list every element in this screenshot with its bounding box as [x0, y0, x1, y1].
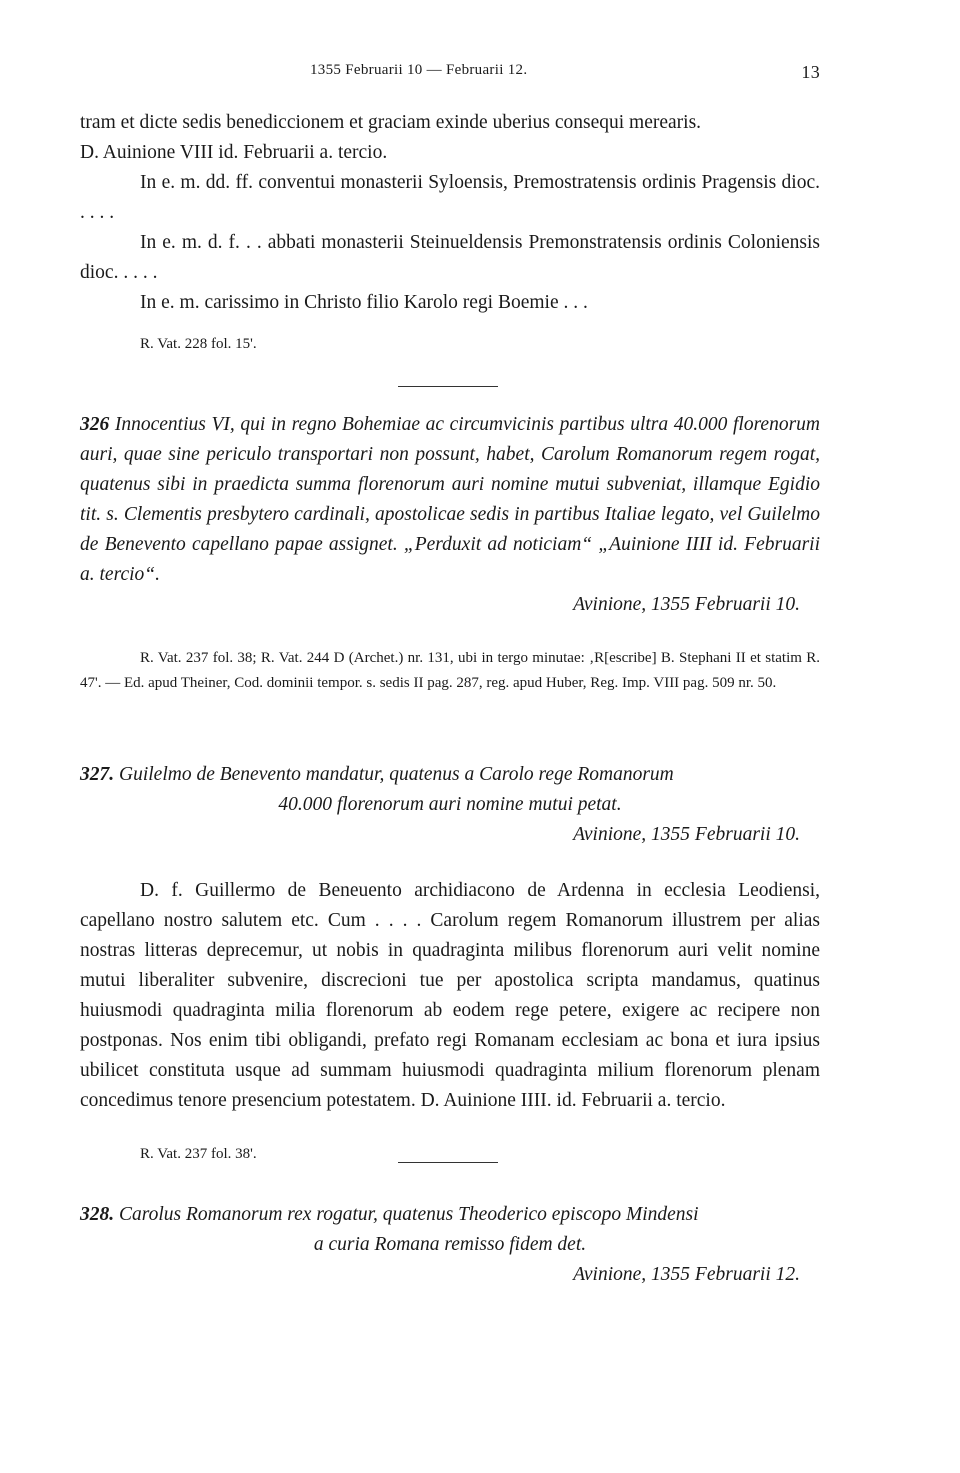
entry-summary-text: Guilelmo de Benevento mandatur, quatenus a Carolo rege Romanorum — [119, 764, 674, 785]
entry-328 — [80, 1200, 820, 1290]
entry-summary — [80, 760, 820, 790]
entry-summary — [80, 1200, 820, 1230]
entry-date: Avinione, 1355 Februarii 10. — [573, 594, 800, 615]
letter-body: D. f. Guillermo de Beneuento archidiacono de Ardenna in ecclesia Leodiensi, capellano nostro salutem etc. Cum . . . . Carolum regem Romanorum illustrem per alias nostras litteras deprecemur, ut nobis in quadraginta milibus florenorum auri velit nomine mutui liberaliter subvenire, discrecioni tue per apostolica scripta mandamus, quatinus huiusmodi quadraginta milia florenorum ab eodem rege petere, exigere ac recipere non postponas. Nos enim tibi obligandi, prefato regi Romanam ecclesiam ac bona et iura ipsius ubilicet constituta usque ad summam huiusmodi quadraginta milium florenorum plenam concedimus tenore presencium potestatem. D. Auinione IIII. id. Februarii a. tercio. — [80, 880, 820, 1111]
entry-number: 327. — [80, 764, 115, 785]
archive-reference: R. Vat. 237 fol. 38'. — [140, 1146, 257, 1162]
archive-reference: R. Vat. 228 fol. 15'. — [140, 336, 257, 352]
entry-summary-text: Carolus Romanorum rex rogatur, quatenus Theoderico episcopo Mindensi — [119, 1204, 699, 1225]
entry-327 — [80, 760, 820, 1167]
entry-date: Avinione, 1355 Februarii 12. — [573, 1264, 800, 1285]
running-head-text: 1355 Februarii 10 — Februarii 12. — [310, 62, 528, 78]
top-continuation — [80, 108, 820, 357]
entry-summary-continued: 40.000 florenorum auri nomine mutui petat. — [278, 794, 622, 815]
divider-rule — [398, 386, 498, 387]
entry-326 — [80, 410, 820, 696]
entry-number: 326 — [80, 414, 110, 435]
in-eundem-modum-1: In e. m. dd. ff. conventui monasterii Syloensis, Premostratensis ordinis Pragensis dioc. . . . . — [80, 172, 820, 223]
entry-summary-text: Innocentius VI, qui in regno Bohemiae ac circumvicinis partibus ultra 40.000 florenorum auri, quae sine periculo transportari non possunt, habet, Carolum Romanorum regem rogat, quatenus sibi in praedicta summa florenorum auri nomine mutui subveniat, illamque Egidio tit. s. Clementis presbytero cardinali, apostolicae sedis in partibus Italiae legato, vel Guilelmo de Benevento capellano papae assignet. „Perduxit ad noticiam“ „Auinione IIII id. Februarii a. tercio“. — [80, 414, 821, 585]
continuation-line: tram et dicte sedis benediccionem et graciam exinde uberius consequi merearis. — [80, 112, 702, 133]
in-eundem-modum-2: In e. m. d. f. . . abbati monasterii Steinueldensis Premonstratensis ordinis Coloniensis dioc. . . . . — [80, 232, 820, 283]
entry-summary-continued: a curia Romana remisso fidem det. — [313, 1234, 587, 1255]
archive-reference: R. Vat. 237 fol. 38; R. Vat. 244 D (Archet.) nr. 131, ubi in tergo minutae: ‚R[escribe] B. Stephani II et statim R. 47'. — Ed. apud Theiner, Cod. dominii tempor. s. sedis II pag. 287, reg. apud Huber, Reg. Imp. VIII pag. 509 nr. 50. — [80, 650, 820, 691]
divider-rule — [398, 1162, 498, 1163]
entry-summary — [80, 410, 820, 590]
entry-date: Avinione, 1355 Februarii 10. — [573, 824, 800, 845]
entry-number: 328. — [80, 1204, 115, 1225]
in-eundem-modum-3: In e. m. carissimo in Christo filio Karolo regi Boemie . . . — [140, 292, 588, 313]
continuation-date: D. Auinione VIII id. Februarii a. tercio. — [80, 142, 388, 163]
page-number: 13 — [801, 62, 820, 82]
